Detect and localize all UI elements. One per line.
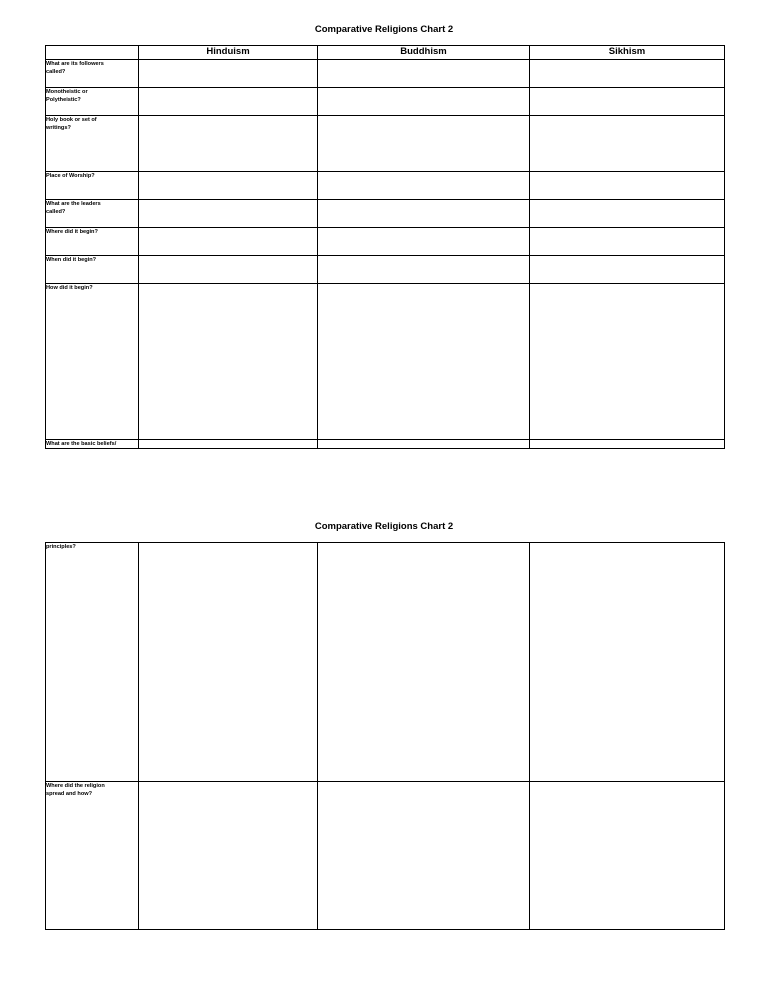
table-row bbox=[46, 782, 725, 930]
answer-cell-hinduism[interactable] bbox=[139, 116, 318, 172]
question-place-of-worship bbox=[46, 172, 139, 200]
answer-cell-sikhism[interactable] bbox=[530, 782, 725, 930]
question-spread bbox=[46, 782, 139, 930]
answer-cell-sikhism[interactable] bbox=[530, 116, 725, 172]
answer-cell-hinduism[interactable] bbox=[139, 543, 318, 782]
question-holy-book bbox=[46, 116, 139, 172]
answer-cell-hinduism[interactable] bbox=[139, 440, 318, 449]
answer-cell-hinduism[interactable] bbox=[139, 228, 318, 256]
question-basic-beliefs-continued bbox=[46, 543, 139, 782]
header-buddhism: Buddhism bbox=[318, 46, 530, 60]
question-leaders bbox=[46, 200, 139, 228]
question-label: principles? bbox=[46, 544, 76, 550]
table-row bbox=[46, 60, 725, 88]
answer-cell-sikhism[interactable] bbox=[530, 284, 725, 440]
answer-cell-hinduism[interactable] bbox=[139, 88, 318, 116]
answer-cell-buddhism[interactable] bbox=[318, 543, 530, 782]
question-label: Where did the religion spread and how? bbox=[46, 783, 105, 797]
answer-cell-hinduism[interactable] bbox=[139, 782, 318, 930]
answer-cell-buddhism[interactable] bbox=[318, 228, 530, 256]
table-row bbox=[46, 256, 725, 284]
question-label: What are the leaders called? bbox=[46, 201, 101, 215]
answer-cell-sikhism[interactable] bbox=[530, 88, 725, 116]
answer-cell-buddhism[interactable] bbox=[318, 782, 530, 930]
header-hinduism: Hinduism bbox=[139, 46, 318, 60]
table-row bbox=[46, 88, 725, 116]
table-row bbox=[46, 228, 725, 256]
answer-cell-hinduism[interactable] bbox=[139, 256, 318, 284]
comparison-table-part-2 bbox=[45, 542, 725, 930]
question-when-begin bbox=[46, 256, 139, 284]
chart-title: Comparative Religions Chart 2 bbox=[314, 521, 454, 532]
answer-cell-sikhism[interactable] bbox=[530, 172, 725, 200]
answer-cell-hinduism[interactable] bbox=[139, 284, 318, 440]
answer-cell-sikhism[interactable] bbox=[530, 440, 725, 449]
table-row bbox=[46, 440, 725, 449]
question-theism bbox=[46, 88, 139, 116]
answer-cell-sikhism[interactable] bbox=[530, 228, 725, 256]
question-label: What are the basic beliefs/ bbox=[46, 441, 117, 447]
question-label: Monotheistic or Polytheistic? bbox=[46, 89, 88, 103]
question-how-begin bbox=[46, 284, 139, 440]
question-label: Place of Worship? bbox=[46, 173, 95, 179]
table-row bbox=[46, 200, 725, 228]
header-row bbox=[46, 46, 725, 60]
chart-title: Comparative Religions Chart 2 bbox=[314, 24, 454, 35]
question-where-begin bbox=[46, 228, 139, 256]
question-label: How did it begin? bbox=[46, 285, 93, 291]
answer-cell-buddhism[interactable] bbox=[318, 172, 530, 200]
question-followers bbox=[46, 60, 139, 88]
answer-cell-sikhism[interactable] bbox=[530, 543, 725, 782]
question-label: Where did it begin? bbox=[46, 229, 98, 235]
table-row bbox=[46, 116, 725, 172]
table-row bbox=[46, 172, 725, 200]
answer-cell-buddhism[interactable] bbox=[318, 88, 530, 116]
header-sikhism: Sikhism bbox=[530, 46, 725, 60]
answer-cell-buddhism[interactable] bbox=[318, 284, 530, 440]
answer-cell-buddhism[interactable] bbox=[318, 440, 530, 449]
question-label: When did it begin? bbox=[46, 257, 97, 263]
answer-cell-buddhism[interactable] bbox=[318, 256, 530, 284]
answer-cell-hinduism[interactable] bbox=[139, 60, 318, 88]
answer-cell-buddhism[interactable] bbox=[318, 60, 530, 88]
header-corner-cell bbox=[46, 46, 139, 60]
answer-cell-buddhism[interactable] bbox=[318, 200, 530, 228]
answer-cell-sikhism[interactable] bbox=[530, 60, 725, 88]
answer-cell-hinduism[interactable] bbox=[139, 200, 318, 228]
question-label: Holy book or set of writings? bbox=[46, 117, 97, 131]
answer-cell-hinduism[interactable] bbox=[139, 172, 318, 200]
table-row bbox=[46, 284, 725, 440]
question-label: What are its followers called? bbox=[46, 61, 104, 75]
table-row bbox=[46, 543, 725, 782]
question-basic-beliefs bbox=[46, 440, 139, 449]
answer-cell-sikhism[interactable] bbox=[530, 256, 725, 284]
answer-cell-buddhism[interactable] bbox=[318, 116, 530, 172]
comparison-table-part-1 bbox=[45, 45, 725, 449]
answer-cell-sikhism[interactable] bbox=[530, 200, 725, 228]
